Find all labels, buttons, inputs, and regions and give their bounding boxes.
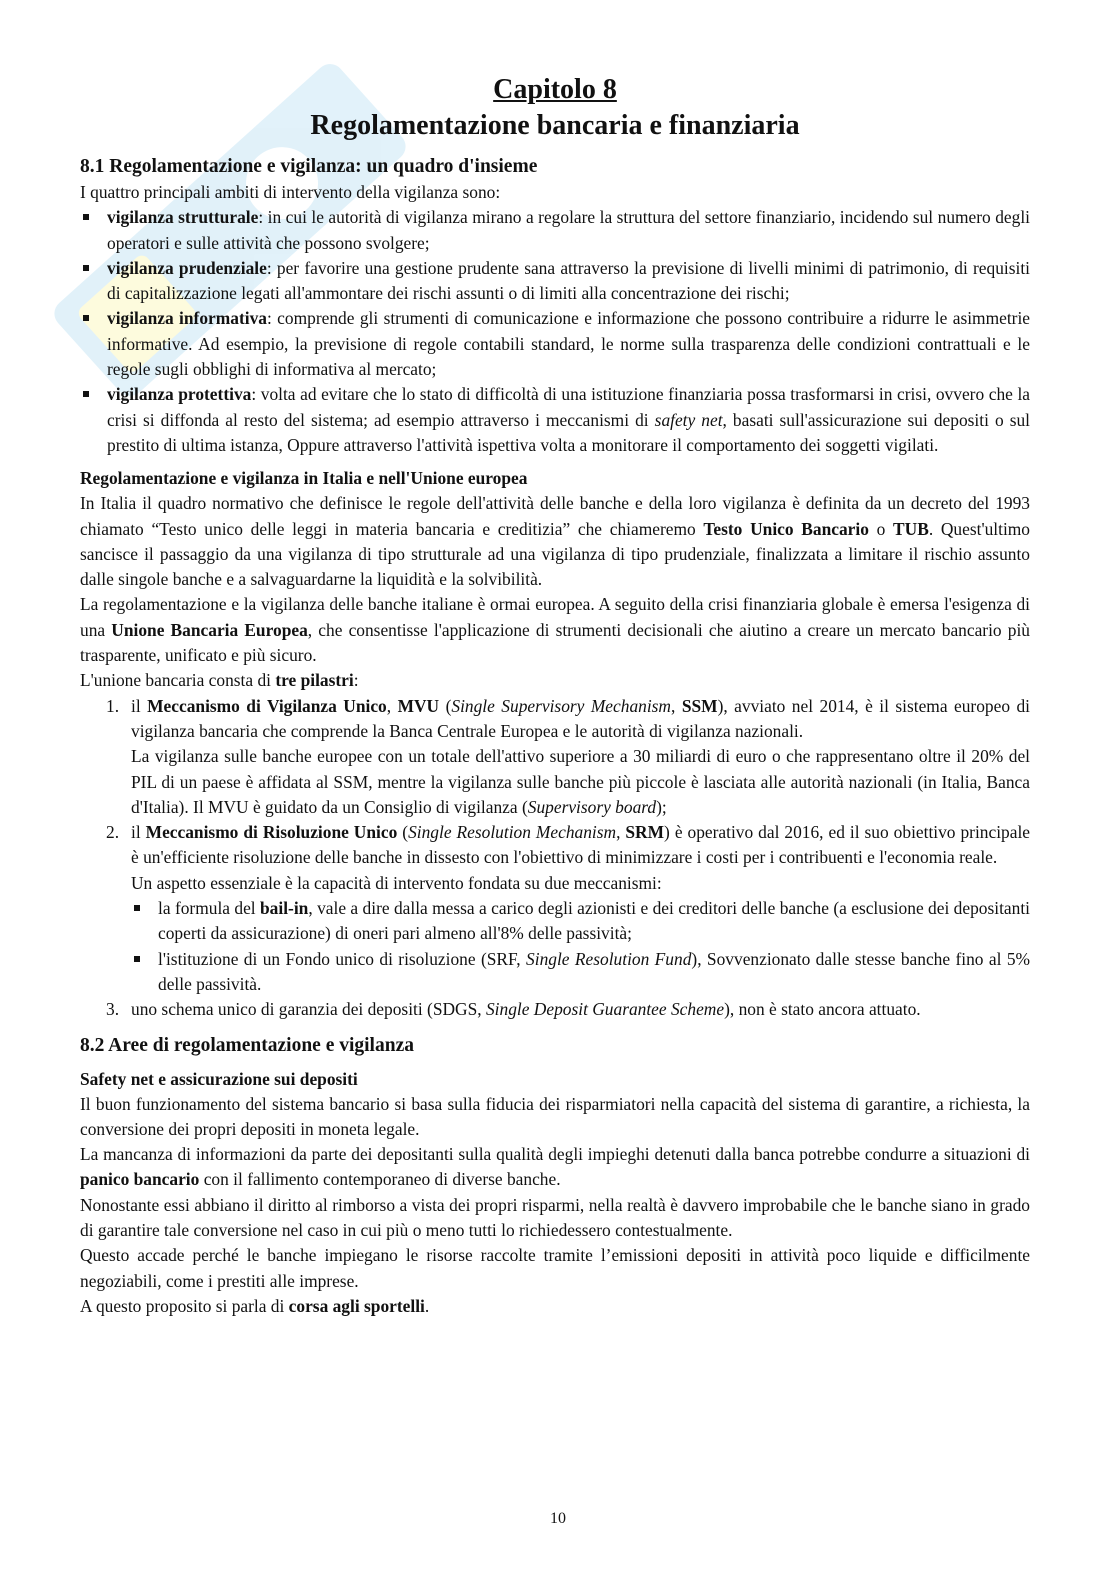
paragraph: La vigilanza sulle banche europee con un totale dell'attivo superiore a 30 miliardi di euro o che rappresentano oltre il 20% del PIL di un paese è affidata al SSM, mentre la vigilanza sulle banche più piccole è lasciata alle autorità nazionali (in Italia, Banca d'Italia). Il MVU è guidato da un Consiglio di vigilanza (Supervisory board); [131, 746, 1030, 817]
paragraph: In Italia il quadro normativo che definisce le regole dell'attività delle banche e della loro vigilanza è definita da un decreto del 1993 chiamato “Testo unico delle leggi in materia bancaria e creditizia” che chiameremo Testo Unico Bancario o TUB. Quest'ultimo sancisce il passaggio da una vigilanza di tipo strutturale ad una vigilanza di tipo prudenziale, finalizzata a limitare il rischio assunto dalle singole banche e a salvaguardarne la liquidità e la solvibilità. [80, 493, 1030, 590]
safety-net-heading: Safety net e assicurazione sui depositi [80, 1068, 358, 1089]
chapter-heading [80, 72, 1030, 144]
section-8-2-heading: 8.2 Aree di regolamentazione e vigilanza [80, 1034, 414, 1056]
list-item: vigilanza protettiva: volta ad evitare che lo stato di difficoltà di una istituzione finanziaria possa trasformarsi in crisi, ovvero che la crisi si diffonda al resto del sistema; ad esempio attraverso i meccanismi di safety net, basati sull'assicurazione sui depositi o sul prestito di ultima istanza, Oppure attraverso l'attività ispettiva volta a monitorare il comportamento dei soggetti vigilati. [80, 382, 1030, 458]
italia-heading: Regolamentazione e vigilanza in Italia e nell'Unione europea [80, 468, 528, 489]
paragraph: Nonostante essi abbiano il diritto al rimborso a vista dei propri risparmi, nella realtà è davvero improbabile che le banche siano in grado di garantire tale conversione nel caso in cui più o meno tutti lo richiedessero contestualmente. [80, 1194, 1030, 1240]
document-page [80, 72, 1030, 1319]
pillars-list [80, 694, 1030, 1023]
list-item: vigilanza prudenziale: per favorire una gestione prudente sana attraverso la previsione di livelli minimi di patrimonio, di requisiti di capitalizzazione legati all'ammontare dei rischi assunti o di limiti alla concentrazione dei rischi; [80, 256, 1030, 307]
list-item: 1. il Meccanismo di Vigilanza Unico, MVU (Single Supervisory Mechanism, SSM), avviato nel 2014, è il sistema europeo di vigilanza bancaria che comprende la Banca Centrale Europea e le autorità di vigilanza nazionali. La vigilanza sulle banche europee con un totale dell'attivo superiore a 30 miliardi di euro o che rappresentano oltre il 20% del PIL di un paese è affidata al SSM, mentre la vigilanza sulle banche più piccole è lasciata alle autorità nazionali (in Italia, Banca d'Italia). Il MVU è guidato da un Consiglio di vigilanza (Supervisory board); [80, 694, 1030, 820]
list-item: vigilanza informativa: comprende gli strumenti di comunicazione e informazione che possono contribuire a ridurre le asimmetrie informative. Ad esempio, la previsione di regole contabili standard, le norme sulla trasparenza delle condizioni contrattuali e le regole sugli obblighi di informativa al mercato; [80, 306, 1030, 382]
section-8-1-heading: 8.1 Regolamentazione e vigilanza: un quadro d'insieme [80, 156, 538, 177]
list-item: la formula del bail-in, vale a dire dalla messa a carico degli azionisti e dei creditori delle banche (a esclusione dei depositanti coperti da assicurazione) di oneri pari almeno all'8% delle passività; [131, 896, 1030, 947]
section-8-1-intro: I quattro principali ambiti di intervento della vigilanza sono: [80, 182, 501, 202]
paragraph: La mancanza di informazioni da parte dei depositanti sulla qualità degli impieghi detenuti dalla banca potrebbe condurre a situazioni di panico bancario con il fallimento contemporaneo di diverse banche. [80, 1144, 1030, 1190]
paragraph: Il buon funzionamento del sistema bancario si basa sulla fiducia dei risparmiatori nella capacità del sistema di garantire, a richiesta, la conversione dei propri depositi in moneta legale. [80, 1093, 1030, 1139]
list-item: 3. uno schema unico di garanzia dei depositi (SDGS, Single Deposit Guarantee Scheme), non è stato ancora attuato. [106, 999, 921, 1020]
paragraph: Questo accade perché le banche impiegano le risorse raccolte tramite l’emissioni depositi in attività poco liquide e difficilmente negoziabili, come i prestiti alle imprese. [80, 1245, 1030, 1291]
list-item: 2. il Meccanismo di Risoluzione Unico (Single Resolution Mechanism, SRM) è operativo dal 2016, ed il suo obiettivo principale è un'efficiente risoluzione delle banche in dissesto con l'obiettivo di minimizzare i costi per i contribuenti e l'economia reale. Un aspetto essenziale è la capacità di intervento fondata su due meccanismi: la formula del bail-in, vale a dire dalla messa a carico degli azionisti e dei creditori delle banche (a esclusione dei depositanti coperti da assicurazione) di oneri pari almeno all'8% delle passività; l'istituzione di un Fondo unico di risoluzione (SRF, Single Resolution Fund), Sovvenzionato dalle stesse banche fino al 5% delle passività. [80, 820, 1030, 997]
paragraph: Un aspetto essenziale è la capacità di intervento fondata su due meccanismi: [131, 872, 662, 893]
list-item: l'istituzione di un Fondo unico di risoluzione (SRF, Single Resolution Fund), Sovvenzionato dalle stesse banche fino al 5% delle passività. [131, 947, 1030, 998]
list-item: vigilanza strutturale: in cui le autorità di vigilanza mirano a regolare la struttura del settore finanziario, incidendo sul numero degli operatori e sulle attività che possono svolgere; [80, 205, 1030, 256]
chapter-title: Regolamentazione bancaria e finanziaria [310, 110, 800, 141]
paragraph: L'unione bancaria consta di tre pilastri: [80, 670, 359, 691]
paragraph: A questo proposito si parla di corsa agli sportelli. [80, 1295, 430, 1316]
vigilanza-list [80, 205, 1030, 458]
chapter-number: Capitolo 8 [493, 74, 617, 105]
page-number: 10 [550, 1510, 566, 1527]
mechanisms-list [131, 896, 1030, 997]
paragraph: La regolamentazione e la vigilanza delle banche italiane è ormai europea. A seguito della crisi finanziaria globale è emersa l'esigenza di una Unione Bancaria Europea, che consentisse l'applicazione di strumenti decisionali che aiutino a creare un mercato bancario più trasparente, unificato e più sicuro. [80, 594, 1030, 666]
